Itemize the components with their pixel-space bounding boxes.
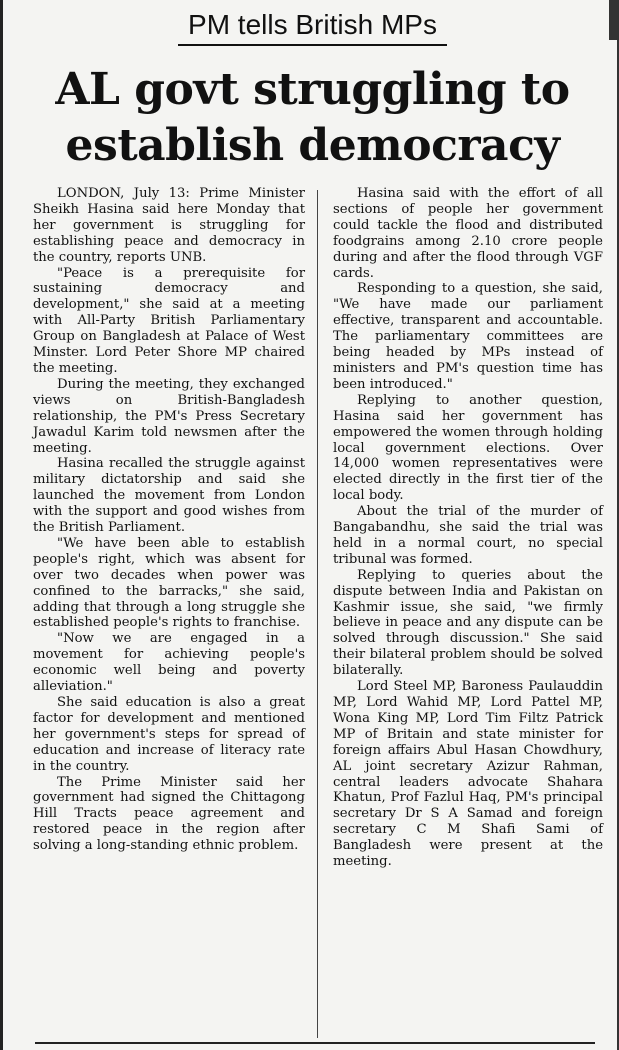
paragraph: Replying to another question, Hasina said her government has empowered the women through holding local government elections. Over 14,000 women representatives were elected directly in the first tier of the local body. [333, 392, 603, 504]
paragraph: She said education is also a great factor for development and mentioned her government's steps for spread of education and increase of literacy rate in the country. [33, 695, 305, 774]
paragraph: During the meeting, they exchanged views on British-Bangladesh relationship, the PM's Press Secretary Jawadul Karim told newsmen after the meeting. [33, 376, 305, 456]
article-column-right [333, 186, 603, 870]
bottom-rule [35, 1042, 595, 1044]
kicker-line [3, 8, 619, 46]
column-divider [317, 190, 318, 1038]
paragraph: The Prime Minister said her government had signed the Chittagong Hill Tracts peace agreement and restored peace in the region after solving a long-standing ethnic problem. [33, 774, 305, 854]
paragraph: "Peace is a prerequisite for sustaining democracy and development," she said at a meeting with All-Party British Parliamentary Group on Bangladesh at Palace of West Minster. Lord Peter Shore MP chaired the meeting. [33, 265, 305, 376]
paragraph: "We have been able to establish people's right, which was absent for over two decades when power was confined to the barracks," she said, adding that through a long struggle she established people's rights to franchise. [33, 535, 305, 631]
paragraph: Responding to a question, she said, "We have made our parliament effective, transparent and accountable. The parliamentary committees are being headed by MPs instead of ministers and PM's question time has been introduced." [333, 281, 603, 392]
paragraph: "Now we are engaged in a movement for achieving people's economic well being and poverty alleviation." [33, 631, 305, 695]
paragraph: About the trial of the murder of Bangabandhu, she said the trial was held in a normal court, no special tribunal was formed. [333, 504, 603, 567]
headline: AL govt struggling to establish democracy [55, 64, 570, 171]
paragraph: Hasina recalled the struggle against military dictatorship and said she launched the movement from London with the support and good wishes from the British Parliament. [33, 456, 305, 536]
paragraph: Replying to queries about the dispute between India and Pakistan on Kashmir issue, she said, "we firmly believe in peace and any dispute can be solved through discussion." She said their bilateral problem should be solved bilaterally. [333, 567, 603, 679]
paragraph: Hasina said with the effort of all sections of people her government could tackle the flood and distributed foodgrains among 2.10 crore people during and after the flood through VGF cards. [333, 186, 603, 281]
article-column-left [33, 186, 305, 854]
paragraph: LONDON, July 13: Prime Minister Sheikh Hasina said here Monday that her government is struggling for establishing peace and democracy in the country, reports UNB. [33, 186, 305, 265]
paragraph: Lord Steel MP, Baroness Paulauddin MP, Lord Wahid MP, Lord Pattel MP, Wona King MP, Lord Tim Filtz Patrick MP of Britain and state minister for foreign affairs Abul Hasan Chowdhury, AL joint secretary Azizur Rahman, central leaders advocate Shahara Khatun, Prof Fazlul Haq, PM's principal secretary Dr S A Samad and foreign secretary C M Shafi Sami of Bangladesh were present at the meeting. [333, 679, 603, 870]
kicker-text: PM tells British MPs [178, 8, 447, 46]
